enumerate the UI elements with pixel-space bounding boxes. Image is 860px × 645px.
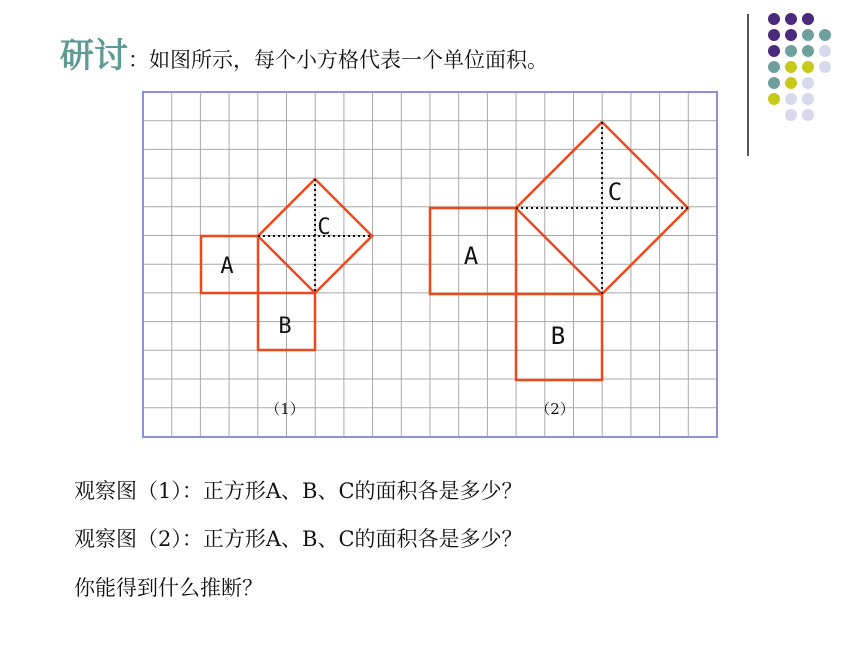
question-2: 观察图（2）：正方形A、B、C的面积各是多少？ [74, 527, 523, 551]
title-lead: 研讨 [60, 36, 128, 76]
title-text: ：如图所示，每个小方格代表一个单位面积。 [128, 48, 548, 72]
question-1: 观察图（1）：正方形A、B、C的面积各是多少？ [74, 479, 523, 503]
figure-2 [430, 122, 688, 418]
fig2-label-a: A [463, 242, 479, 270]
fig2-caption: （2） [535, 400, 575, 418]
fig1-caption: （1） [265, 400, 305, 418]
fig1-label-b: B [278, 314, 292, 339]
fig1-label-a: A [220, 254, 234, 279]
fig1-label-c: C [317, 215, 331, 240]
fig2-label-c: C [607, 178, 623, 206]
fig2-label-b: B [550, 322, 566, 350]
question-3: 你能得到什么推断？ [74, 576, 263, 600]
